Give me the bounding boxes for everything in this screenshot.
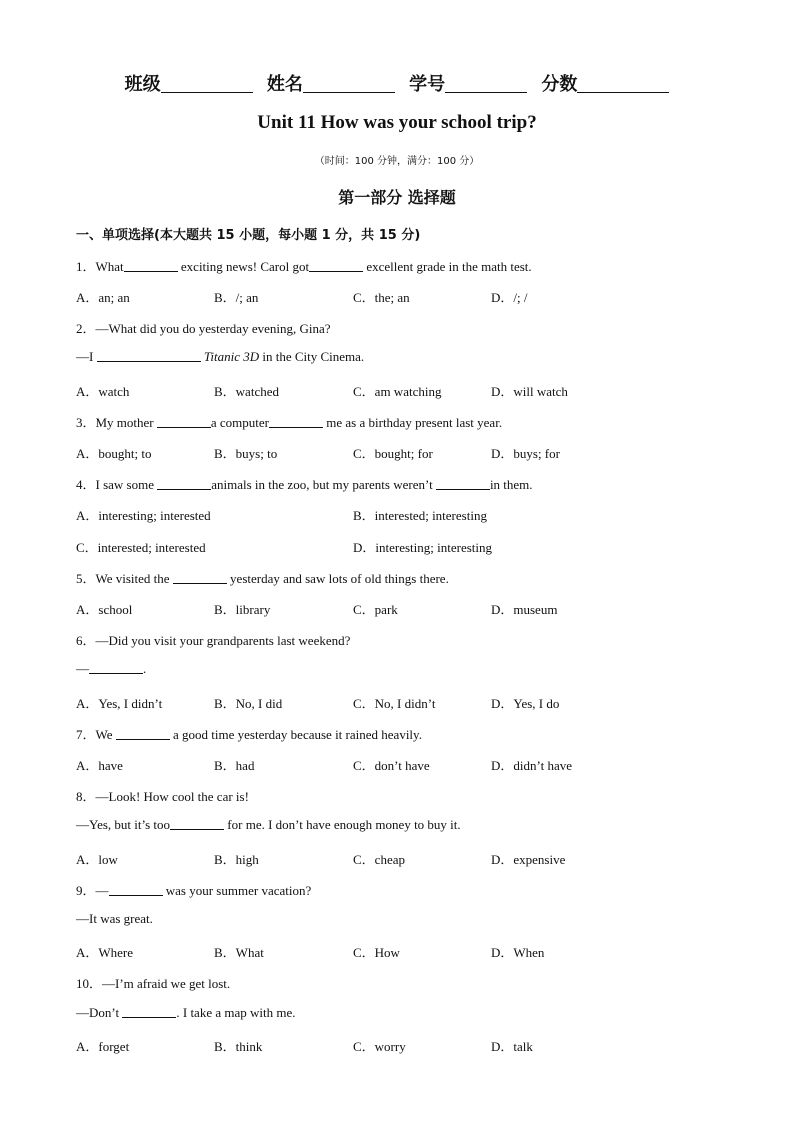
page-title: Unit 11 How was your school trip? bbox=[257, 112, 537, 133]
option-c[interactable]: C．don’t have bbox=[353, 758, 430, 773]
option-a[interactable]: A．low bbox=[76, 852, 118, 867]
answer-blank[interactable] bbox=[124, 259, 178, 272]
answer-blank[interactable] bbox=[157, 415, 211, 428]
score-field[interactable] bbox=[541, 70, 669, 96]
question-8-response: —Yes, but it’s too for me. I don’t have enough money to buy it. bbox=[76, 817, 461, 832]
question-10-response: —Don’t . I take a map with me. bbox=[76, 1005, 296, 1020]
student-info-header bbox=[0, 70, 794, 96]
option-b[interactable]: B．high bbox=[214, 852, 259, 867]
name-field[interactable] bbox=[267, 70, 395, 96]
option-d[interactable]: D．didn’t have bbox=[491, 758, 572, 773]
option-b[interactable]: B．interested; interesting bbox=[353, 508, 487, 523]
option-a[interactable]: A．interesting; interested bbox=[76, 508, 211, 523]
question-6: 6．—Did you visit your grandparents last weekend? bbox=[76, 633, 351, 648]
option-c[interactable]: C．cheap bbox=[353, 852, 405, 867]
option-b[interactable]: B．No, I did bbox=[214, 696, 283, 711]
answer-blank[interactable] bbox=[436, 477, 490, 490]
option-a[interactable]: A．Where bbox=[76, 945, 134, 960]
option-c[interactable]: C．am watching bbox=[353, 384, 442, 399]
class-label: 班级 bbox=[124, 74, 161, 95]
answer-blank[interactable] bbox=[309, 259, 363, 272]
question-6-response: — . bbox=[76, 661, 147, 676]
answer-blank[interactable] bbox=[122, 1005, 176, 1018]
name-blank[interactable] bbox=[303, 74, 395, 93]
answer-blank[interactable] bbox=[170, 817, 224, 830]
option-a[interactable]: A．an; an bbox=[76, 290, 130, 305]
option-c[interactable]: C．interested; interested bbox=[76, 540, 206, 555]
id-label: 学号 bbox=[409, 74, 446, 95]
option-d[interactable]: D．interesting; interesting bbox=[353, 540, 493, 555]
option-a[interactable]: A．have bbox=[76, 758, 123, 773]
option-d[interactable]: D．When bbox=[491, 945, 545, 960]
answer-blank[interactable] bbox=[269, 415, 323, 428]
option-b[interactable]: B．What bbox=[214, 945, 264, 960]
option-c[interactable]: C．No, I didn’t bbox=[353, 696, 436, 711]
option-a[interactable]: A．bought; to bbox=[76, 446, 152, 461]
class-field[interactable] bbox=[125, 70, 253, 96]
option-c[interactable]: C．bought; for bbox=[353, 446, 433, 461]
option-b[interactable]: B．library bbox=[214, 602, 271, 617]
id-field[interactable] bbox=[409, 70, 527, 96]
question-1: 1．What exciting news! Carol got excellent grade in the math test. bbox=[76, 259, 532, 274]
answer-blank[interactable] bbox=[97, 349, 201, 362]
question-5: 5．We visited the yesterday and saw lots of old things there. bbox=[76, 571, 449, 586]
option-b[interactable]: B．buys; to bbox=[214, 446, 278, 461]
option-d[interactable]: D．expensive bbox=[491, 852, 566, 867]
question-2-response: —I Titanic 3D in the City Cinema. bbox=[76, 349, 365, 364]
question-2: 2．—What did you do yesterday evening, Gina? bbox=[76, 321, 331, 336]
option-c[interactable]: C．worry bbox=[353, 1039, 406, 1054]
name-label: 姓名 bbox=[266, 74, 303, 95]
answer-blank[interactable] bbox=[116, 727, 170, 740]
part-title: 第一部分 选择题 bbox=[338, 188, 456, 207]
option-c[interactable]: C．How bbox=[353, 945, 400, 960]
option-a[interactable]: A．forget bbox=[76, 1039, 130, 1054]
option-d[interactable]: D．museum bbox=[491, 602, 558, 617]
answer-blank[interactable] bbox=[109, 883, 163, 896]
option-d[interactable]: D．buys; for bbox=[491, 446, 560, 461]
question-8: 8．—Look! How cool the car is! bbox=[76, 789, 249, 804]
option-d[interactable]: D．/; / bbox=[491, 290, 528, 305]
id-blank[interactable] bbox=[445, 74, 527, 93]
score-label: 分数 bbox=[541, 74, 578, 95]
answer-blank[interactable] bbox=[89, 661, 143, 674]
option-b[interactable]: B．/; an bbox=[214, 290, 259, 305]
option-d[interactable]: D．talk bbox=[491, 1039, 533, 1054]
answer-blank[interactable] bbox=[157, 477, 211, 490]
question-10: 10．—I’m afraid we get lost. bbox=[76, 976, 231, 991]
option-a[interactable]: A．Yes, I didn’t bbox=[76, 696, 163, 711]
option-a[interactable]: A．watch bbox=[76, 384, 130, 399]
option-d[interactable]: D．will watch bbox=[491, 384, 568, 399]
option-b[interactable]: B．watched bbox=[214, 384, 279, 399]
option-c[interactable]: C．the; an bbox=[353, 290, 410, 305]
exam-info: （时间：100 分钟，满分：100 分） bbox=[314, 156, 480, 167]
option-b[interactable]: B．think bbox=[214, 1039, 263, 1054]
question-3: 3．My mother a computer me as a birthday present last year. bbox=[76, 415, 503, 430]
question-9-response: —It was great. bbox=[76, 911, 153, 926]
option-c[interactable]: C．park bbox=[353, 602, 398, 617]
question-4: 4．I saw some animals in the zoo, but my parents weren’t in them. bbox=[76, 477, 533, 492]
option-b[interactable]: B．had bbox=[214, 758, 255, 773]
option-a[interactable]: A．school bbox=[76, 602, 133, 617]
answer-blank[interactable] bbox=[173, 571, 227, 584]
class-blank[interactable] bbox=[161, 74, 253, 93]
question-9: 9．— was your summer vacation? bbox=[76, 883, 312, 898]
question-7: 7．We a good time yesterday because it rained heavily. bbox=[76, 727, 422, 742]
option-d[interactable]: D．Yes, I do bbox=[491, 696, 560, 711]
score-blank[interactable] bbox=[577, 74, 669, 93]
section-title: 一、单项选择(本大题共 15 小题，每小题 1 分，共 15 分) bbox=[76, 228, 421, 243]
